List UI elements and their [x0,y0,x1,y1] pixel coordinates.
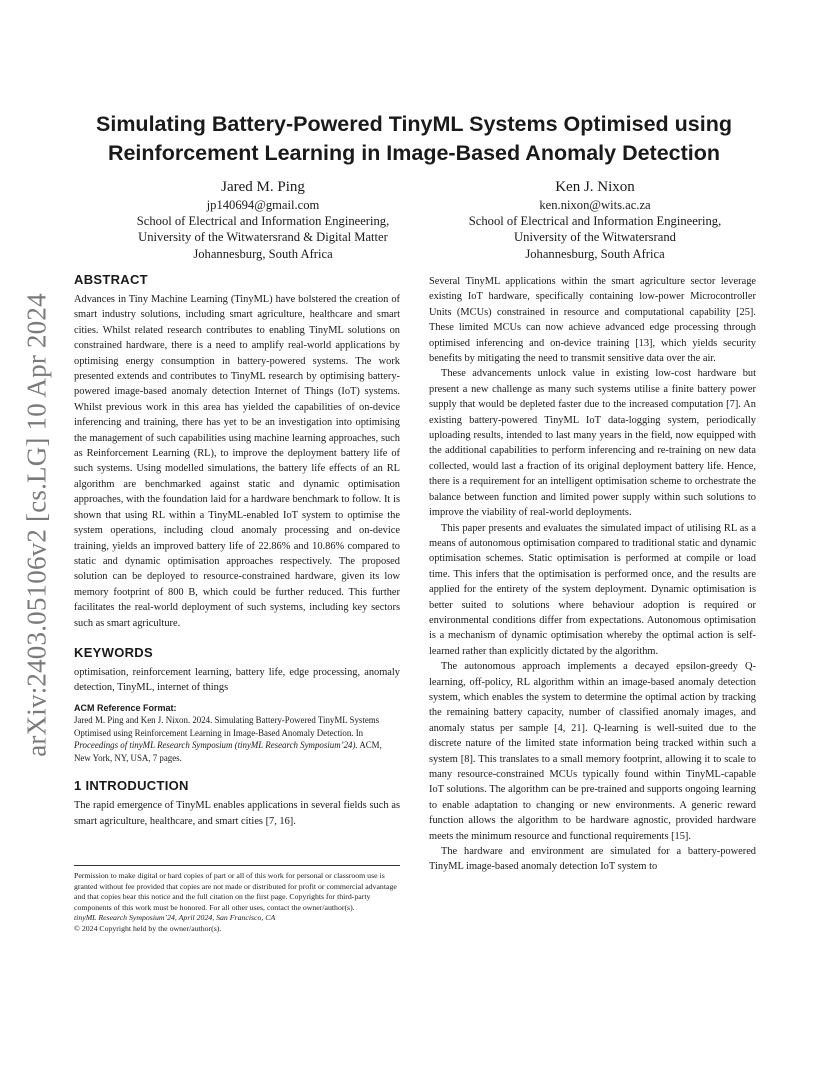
permission-notice: Permission to make digital or hard copies of part or all of this work for personal or classroom use is granted without fee provided that copies are not made or distributed for profit or commercial advantage and that copies bear this notice and the full citation on the first page. Copyrights for third-party components of this work must be honored. For all other uses, contact the owner/author(s). [74,871,397,912]
author-affiliation: University of the Witwatersrand & Digital Matter [138,230,388,245]
author-email: ken.nixon@wits.ac.za [539,198,651,212]
right-column [429,274,756,875]
introduction-heading: 1 INTRODUCTION [74,778,189,794]
author-affiliation: School of Electrical and Information Engineering, [468,214,722,229]
body-paragraph: This paper presents and evaluates the simulated impact of utilising RL as a means of autonomous optimisation compared to traditional static and dynamic optimisation schemes. Static optimisation is performed at compile or load time. This infers that the optimisation is performed once, and the results are applied for the entirety of the system deployment. Dynamic optimisation is better suited to solutions where behaviour adoption is required or environmental conditions differ from expectations. Autonomous optimisation is a mechanism of dynamic optimisation whereby the optimal action is self-learned rather than explicitly dictated by the algorithm. [429,522,756,657]
author-name: Ken J. Nixon [555,179,635,195]
body-paragraph: The autonomous approach implements a decayed epsilon-greedy Q-learning, off-policy, RL algorithm within an image-based anomaly detection system, which enables the system to determine the optimal action by tracking the remaining battery capacity, number of classified anomaly images, and anomaly status per sample [4, 21]. Q-learning is well-suited due to the discrete nature of the limited state information being tracked within such a system [8]. This translates to a small memory footprint, allowing it to scale to many resource-constrained MCUs typically found within TinyML-capable IoT solutions. The algorithm can be pre-trained and supports ongoing learning to enable adaptation to changing or new environments. A generic reward function allows the algorithm to be hardware agnostic, provided hardware meets the minimum resource and functional requirements [15]. [429,661,756,842]
author-block-2 [430,177,760,262]
body-paragraph: These advancements unlock value in existing low-cost hardware but present a new challenge as many such systems utilise a finite battery power supply that would be depleted faster due to the increased computation [7]. An existing battery-powered TinyML IoT data-logging system, periodically uploading results, intended to last many years in the field, now equipped with the additional capabilities to perform inferencing and re-training on new data collected, would last a fraction of its original deployment battery life. Hence, there is a requirement for an intelligent optimisation scheme to orchestrate the balance between function and limited power supply within such solutions to improve the viability of real-world deployments. [429,368,756,519]
author-block-1 [108,177,418,262]
acm-reference-venue: Proceedings of tinyML Research Symposium (tinyML Research Symposium’24). [74,740,358,751]
acm-reference-heading: ACM Reference Format: [74,702,177,713]
keywords-heading: KEYWORDS [74,644,153,660]
introduction-paragraph: The rapid emergence of TinyML enables applications in several fields such as smart agriculture, healthcare, and smart cities [7, 16]. [74,800,400,827]
body-paragraph: The hardware and environment are simulated for a battery-powered TinyML image-based anomaly detection IoT system to [429,846,756,873]
body-paragraph: Several TinyML applications within the smart agriculture sector leverage existing IoT hardware, specifically containing low-power Microcontroller Units (MCUs) constrained in resource and computational capability [25]. These limited MCUs can now achieve advanced edge processing through optimised inferencing and on-device training [13], which yields security benefits by mitigating the need to transmit sensitive data over the air. [429,276,756,365]
author-name: Jared M. Ping [221,179,305,195]
abstract-heading: ABSTRACT [74,272,148,287]
venue-line: tinyML Research Symposium’24, April 2024, San Francisco, CA [74,913,276,922]
author-email: jp140694@gmail.com [206,198,320,212]
introduction-section [74,778,400,829]
keywords-section [74,645,400,696]
copyright-line: © 2024 Copyright held by the owner/author(s). [74,923,222,933]
footnote-block [74,865,400,934]
paper-title: Simulating Battery-Powered TinyML Systems Optimised using Reinforcement Learning in Image-Based Anomaly Detection [96,112,732,165]
author-location: Johannesburg, South Africa [193,246,333,261]
left-column [74,272,400,829]
acm-reference-publisher: ACM, New York, NY, USA, 7 pages. [74,740,382,763]
acm-reference-text [74,714,400,764]
acm-reference-citation: Jared M. Ping and Ken J. Nixon. 2024. Simulating Battery-Powered TinyML Systems Optimised using Reinforcement Learning in Image-Based Anomaly Detection. In [74,715,380,738]
author-location: Johannesburg, South Africa [525,246,665,261]
arxiv-identifier [22,290,52,760]
keywords-text: optimisation, reinforcement learning, battery life, edge processing, anomaly detection, TinyML, internet of things [74,666,400,694]
abstract-text: Advances in Tiny Machine Learning (TinyML) have bolstered the creation of smart industry solutions, including smart agriculture, healthcare and smart cities. Whilst related research contributes to enabling TinyML solutions on constrained hardware, there is a need to amplify real-world applications by optimising energy consumption in battery-powered systems. The work presented extends and contributes to TinyML research by optimising battery-powered image-based anomaly detection Internet of Things (IoT) systems. Whilst previous work in this area has yielded the capabilities of on-device inferencing and training, there has yet to be an investigation into optimising the management of such capabilities using machine learning approaches, such as Reinforcement Learning (RL), to improve the deployment battery life of such systems. Using modelled simulations, the battery life effects of an RL algorithm are benchmarked against static and dynamic optimisation approaches, with the foundation laid for a hardware benchmark to follow. It is shown that using RL within a TinyML-enabled IoT system to optimise the system operations, including cloud anomaly processing and on-device training, yields an improved battery life of 22.86% and 10.86% compared to static and dynamic optimisation approaches respectively. The proposed solution can be deployed to resource-constrained hardware, given its low memory footprint of 800 B, which could be further reduced. This further facilitates the real-world deployment of such systems, including key sectors such as smart agriculture. [74,294,400,629]
arxiv-identifier-text: arXiv:2403.05106v2 [cs.LG] 10 Apr 2024 [21,293,52,757]
author-affiliation: University of the Witwatersrand [514,230,676,245]
author-affiliation: School of Electrical and Information Engineering, [136,214,390,229]
acm-reference-format [74,702,400,765]
